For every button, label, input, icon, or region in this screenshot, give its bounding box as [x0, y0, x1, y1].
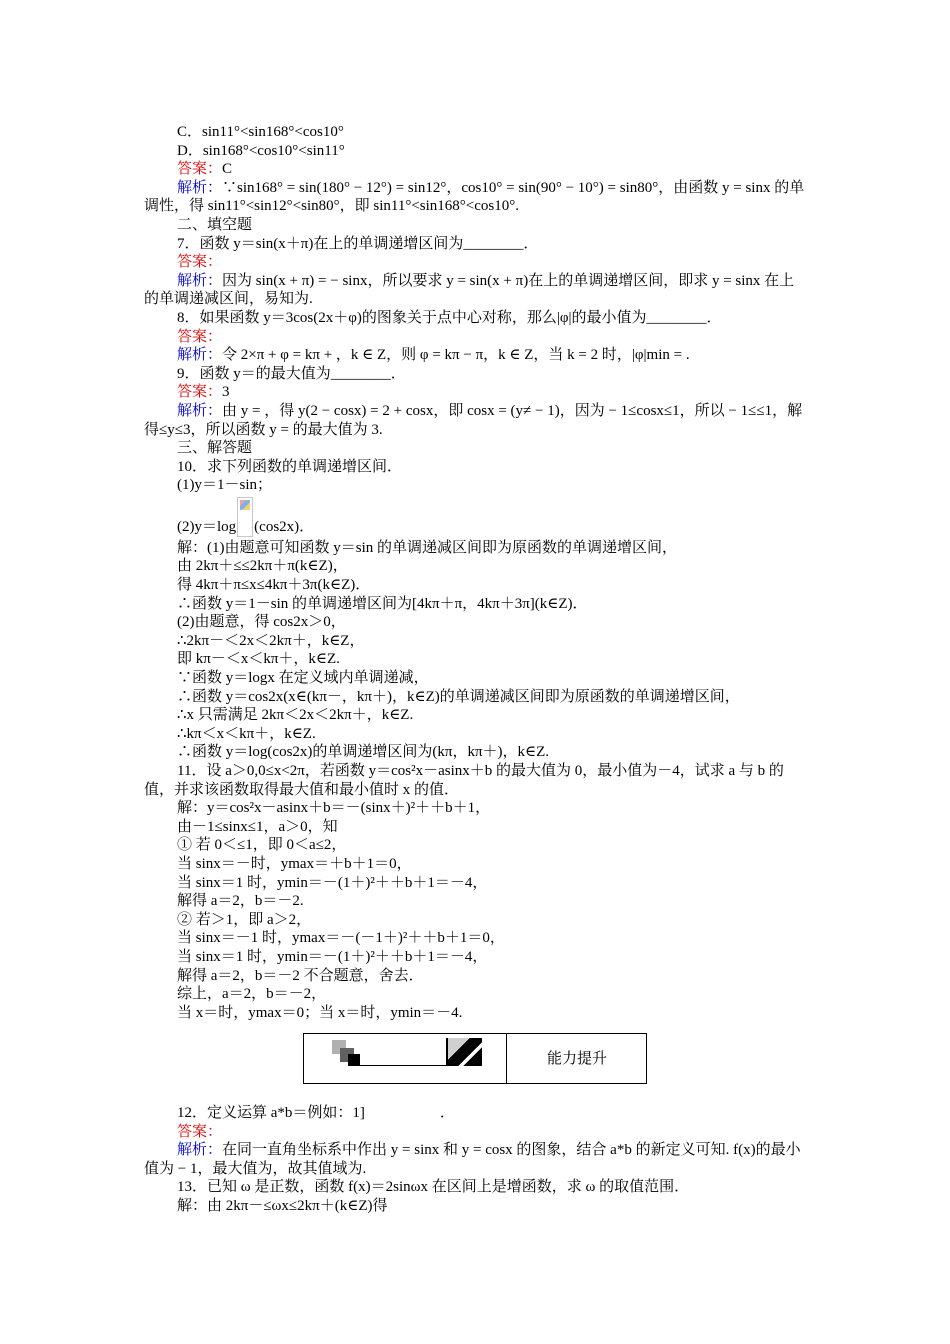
solution-line: 综上，a＝2，b＝－2，	[177, 986, 327, 1003]
answer-line	[144, 383, 808, 402]
section-heading: 二、填空题	[177, 216, 253, 233]
answer-line	[144, 1123, 808, 1142]
option-c: C．sin11°<sin168°<cos10°	[177, 124, 344, 140]
question-9: 9．函数 y＝的最大值为________．	[177, 365, 406, 382]
section-banner	[303, 1033, 647, 1084]
solution-line: 当 sinx＝－1 时，ymax＝－(－1＋)²＋＋b＋1＝0，	[177, 930, 505, 947]
image-placeholder-icon	[240, 500, 250, 510]
banner-corner-icon	[446, 1038, 482, 1066]
solution-line: 得 4kπ＋π≤x≤4kπ＋3π(k∈Z)．	[177, 577, 371, 594]
solution-line: 解得 a＝2，b＝－2.	[177, 893, 304, 910]
solution-line: 当 sinx＝1 时，ymin＝－(1＋)²＋＋b＋1＝－4，	[177, 948, 488, 965]
solution-line: ∴函数 y＝1－sin 的单调递增区间为[4kπ＋π，4kπ＋3π](k∈Z)．	[177, 595, 588, 612]
answer-label: 答案：	[177, 254, 223, 271]
broken-image-icon	[237, 497, 253, 537]
part-2-prefix: (2)y＝log	[177, 518, 237, 535]
banner-title: 能力提升	[546, 1049, 607, 1067]
solution-line: ∴kπ＜x＜kπ＋，k∈Z.	[177, 725, 316, 742]
banner-rule	[354, 1065, 446, 1066]
question-10-part-1: (1)y＝1－sin；	[177, 477, 272, 494]
question-7: 7．函数 y＝sin(x＋π)在上的单调递增区间为________．	[177, 235, 539, 252]
analysis-line	[144, 402, 808, 439]
solution-line: 当 sinx＝1 时，ymin＝－(1＋)²＋＋b＋1＝－4，	[177, 874, 488, 891]
solution-line: ∵函数 y＝logx 在定义域内单调递减，	[177, 670, 429, 687]
analysis-line	[144, 346, 808, 365]
answer-line	[144, 160, 808, 179]
analysis-label: 解析：	[177, 272, 223, 289]
solution-line: ② 若＞1，即 a＞2，	[177, 911, 312, 928]
answer-label: 答案：	[177, 1123, 223, 1140]
solution-line: 解：y＝cos²x－asinx＋b＝－(sinx＋)²＋＋b＋1，	[177, 800, 491, 817]
analysis-label: 解析：	[177, 179, 223, 196]
solution-line: 即 kπ－＜x＜kπ＋，k∈Z.	[177, 651, 340, 668]
solution-line: 解：由 2kπ－≤ωx≤2kπ＋(k∈Z)得	[177, 1197, 388, 1214]
solution-line: 由－1≤sinx≤1，a＞0，知	[177, 818, 338, 835]
solution-line: 当 x＝时，ymax＝0；当 x＝时，ymin＝－4.	[177, 1004, 463, 1021]
analysis-text: 令 2×π + φ = kπ + ，k ∈ Z，则 φ = kπ − π，k ∈ Z，当 k = 2 时，|φ|min = .	[222, 347, 690, 364]
solution-line: ∴函数 y＝log(cos2x)的单调递增区间为(kπ，kπ＋)，k∈Z.	[177, 744, 550, 761]
analysis-label: 解析：	[177, 347, 223, 364]
part-2-suffix: (cos2x)．	[254, 518, 315, 535]
solution-line: 由 2kπ＋≤≤2kπ＋π(k∈Z)，	[177, 558, 348, 575]
analysis-line	[144, 1141, 808, 1178]
solution-line: ∴x 只需满足 2kπ＜2x＜2kπ＋，k∈Z.	[177, 707, 414, 724]
analysis-label: 解析：	[177, 402, 223, 419]
solution-line: ① 若 0＜≤1，即 0＜a≤2，	[177, 837, 347, 854]
section-heading: 三、解答题	[177, 440, 253, 457]
solution-line: ∴函数 y＝cos2x(x∈(kπ－，kπ＋)，k∈Z)的单调递减区间即为原函数的单调递增区间，	[177, 688, 740, 705]
question-11: 11．设 a＞0,0≤x<2π，若函数 y＝cos²x－asinx＋b 的最大值为 0，最小值为－4，试求 a 与 b 的值，并求该函数取得最大值和最小值时 x 的值．	[144, 763, 784, 798]
answer-label: 答案：	[177, 161, 223, 178]
solution-line: 解：(1)由题意可知函数 y＝sin 的单调递减区间即为原函数的单调递增区间，	[177, 539, 677, 556]
question-10: 10．求下列函数的单调递增区间．	[177, 458, 403, 475]
analysis-text: 因为 sin(x + π) = − sinx，所以要求 y = sin(x + π)在上的单调递增区间，即求 y = sinx 在上的单调递减区间，易知为.	[144, 272, 795, 308]
question-13: 13．已知 ω 是正数，函数 f(x)＝2sinωx 在区间上是增函数，求 ω 的取值范围．	[177, 1179, 690, 1196]
answer-text: 3	[222, 384, 230, 401]
solution-line: 解得 a＝2，b＝－2 不合题意，舍去．	[177, 967, 424, 984]
document-content	[144, 123, 808, 1022]
solution-line: (2)由题意，得 cos2x＞0，	[177, 614, 346, 631]
question-12: 12．定义运算 a*b＝例如：1] ．	[177, 1105, 455, 1121]
answer-label: 答案：	[177, 328, 223, 345]
question-10-part-2	[144, 497, 808, 537]
answer-text: C	[222, 161, 233, 178]
analysis-text: 由 y = ，得 y(2 − cosx) = 2 + cosx，即 cosx = (y≠ − 1)，因为 − 1≤cosx≤1，所以 − 1≤≤1，解得≤y≤3，所以函数 y = 的最大值为 3.	[144, 402, 803, 438]
question-8: 8．如果函数 y＝3cos(2x＋φ)的图象关于点中心对称，那么|φ|的最小值为________．	[177, 309, 722, 326]
option-d: D．sin168°<cos10°<sin11°	[177, 142, 345, 159]
analysis-line	[144, 179, 808, 216]
document-content-lower	[144, 1104, 808, 1216]
analysis-text: ∵sin168° = sin(180° − 12°) = sin12°，cos10° = sin(90° − 10°) = sin80°，由函数 y = sinx 的单调性，得 sin11°<sin12°<sin80°，即 sin11°<sin168°<cos10°.	[144, 179, 805, 215]
answer-label: 答案：	[177, 384, 223, 401]
answer-line	[144, 328, 808, 347]
answer-line	[144, 253, 808, 272]
analysis-text: 在同一直角坐标系中作出 y = sinx 和 y = cosx 的图象，结合 a*b 的新定义可知. f(x)的最小值为 − 1，最大值为，故其值域为.	[144, 1142, 801, 1177]
solution-line: ∴2kπ－＜2x＜2kπ＋，k∈Z，	[177, 632, 365, 649]
analysis-line	[144, 272, 808, 309]
solution-line: 当 sinx＝－时，ymax＝＋b＋1＝0，	[177, 855, 412, 872]
analysis-label: 解析：	[177, 1142, 223, 1159]
